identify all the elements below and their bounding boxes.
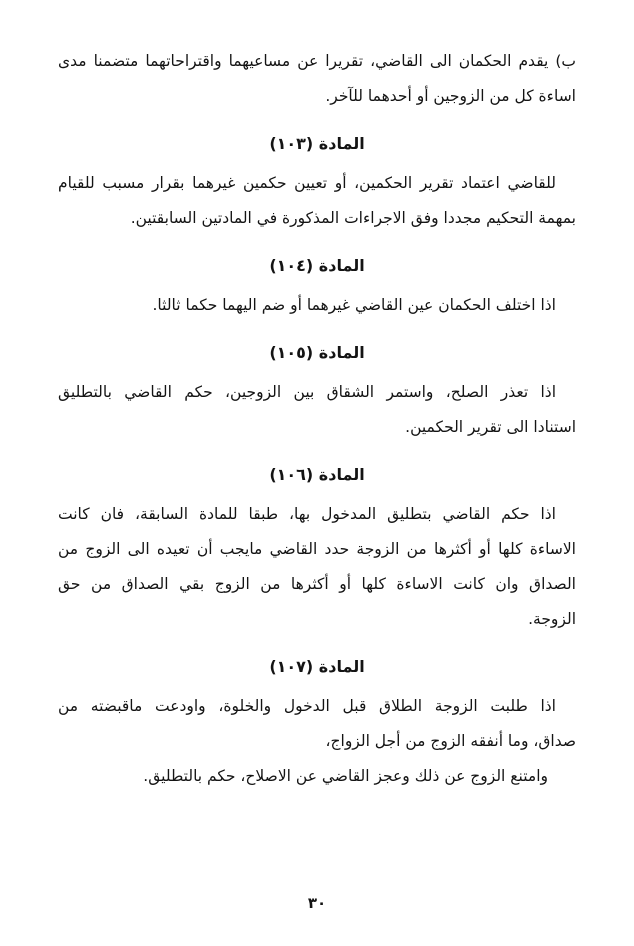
- article-105-heading: المادة (١٠٥): [269, 343, 365, 362]
- article-107-heading: المادة (١٠٧): [269, 657, 365, 676]
- article-107: [58, 655, 576, 794]
- article-103-body: [58, 166, 576, 236]
- article-107-body: [58, 689, 576, 794]
- article-104-heading: المادة (١٠٤): [269, 256, 365, 275]
- text-line: اساءة كل من الزوجين أو أحدهما للآخر.: [325, 87, 576, 105]
- page-number: ٣٠: [307, 894, 327, 912]
- text-line: ب) يقدم الحكمان الى القاضي، تقريرا عن مساعيهما واقتراحاتهما متضمنا مدى: [58, 52, 576, 70]
- text-line: استنادا الى تقرير الحكمين.: [405, 418, 576, 436]
- article-105-body: [58, 375, 576, 445]
- article-106-body: [58, 497, 576, 637]
- article-106: [58, 463, 576, 637]
- text-line: للقاضي اعتماد تقرير الحكمين، أو تعيين حكمين غيرهما بقرار مسبب للقيام: [58, 174, 556, 192]
- text-line: اذا طلبت الزوجة الطلاق قبل الدخول والخلوة، واودعت ماقبضته من: [58, 697, 556, 715]
- article-104: [58, 254, 576, 323]
- text-line: الصداق وان كانت الاساءة كلها أو أكثرها من الزوج بقي الصداق من حق: [58, 575, 576, 593]
- text-line: بمهمة التحكيم مجددا وفق الاجراءات المذكورة في المادتين السابقتين.: [130, 209, 576, 227]
- text-line: الاساءة كلها أو أكثرها من الزوجة حدد القاضي مايجب أن تعيده الى الزوج من: [58, 540, 576, 558]
- intro-paragraph: [58, 44, 576, 114]
- text-line: اذا تعذر الصلح، واستمر الشقاق بين الزوجين، حكم القاضي بالتطليق: [58, 383, 556, 401]
- text-line: صداق، وما أنفقه الزوج من أجل الزواج،: [325, 732, 576, 750]
- text-line: اذا اختلف الحكمان عين القاضي غيرهما أو ضم اليهما حكما ثالثا.: [152, 296, 556, 314]
- article-103: [58, 132, 576, 236]
- text-line: وامتنع الزوج عن ذلك وعجز القاضي عن الاصلاح، حكم بالتطليق.: [143, 767, 548, 785]
- article-105: [58, 341, 576, 445]
- article-103-heading: المادة (١٠٣): [269, 134, 365, 153]
- text-line: اذا حكم القاضي بتطليق المدخول بها، طبقا للمادة السابقة، فان كانت: [58, 505, 556, 523]
- article-104-body: [58, 288, 576, 323]
- text-line: الزوجة.: [528, 610, 576, 628]
- article-106-heading: المادة (١٠٦): [269, 465, 365, 484]
